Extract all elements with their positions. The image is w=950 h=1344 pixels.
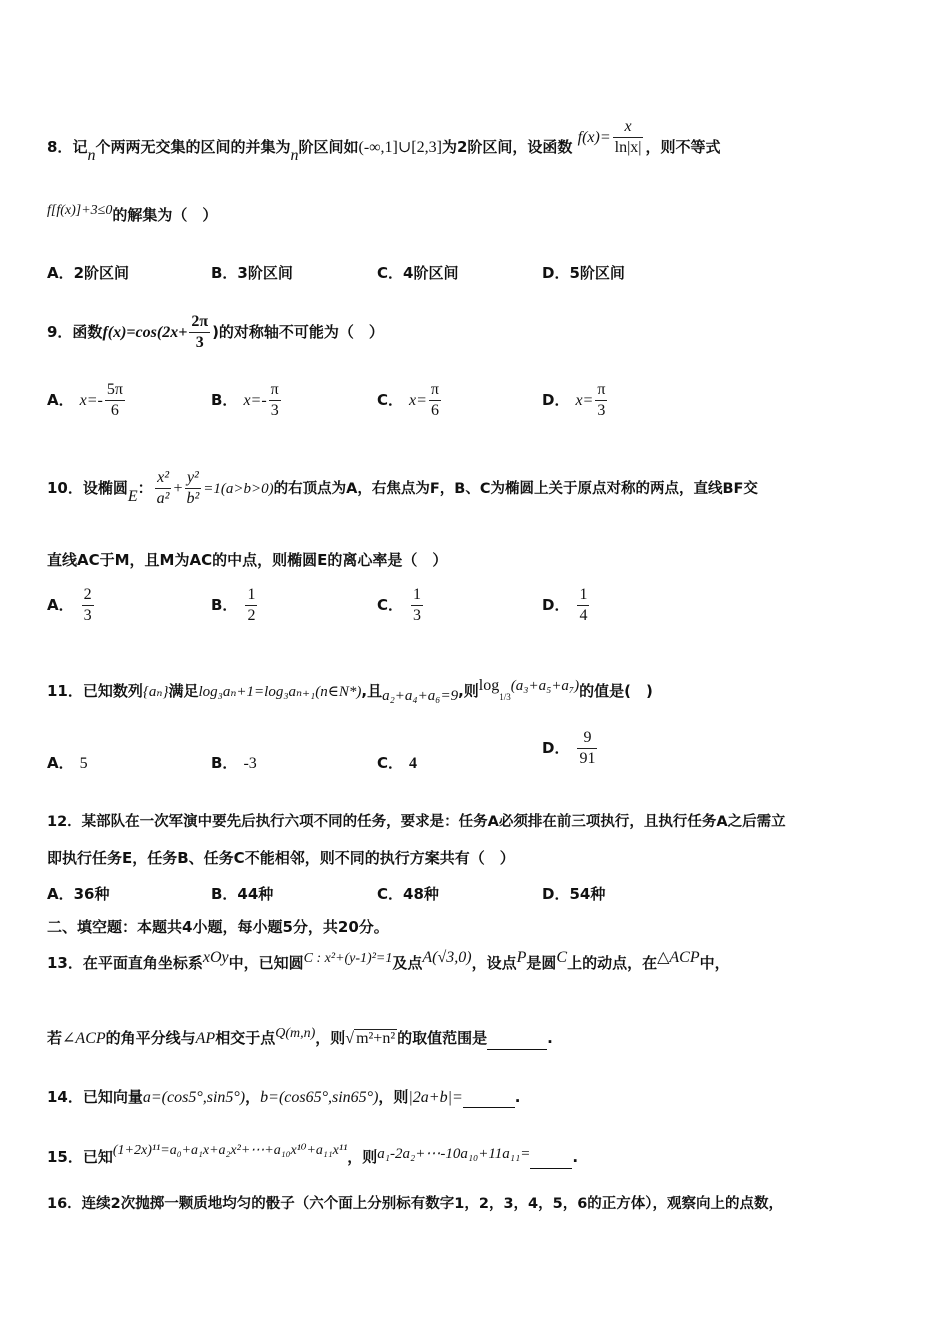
q8-func-lhs: f(x)=	[577, 129, 611, 146]
option-value: -3	[243, 755, 257, 772]
option-frac	[411, 585, 423, 626]
option-den: 4	[579, 607, 588, 624]
q11-text: ,则	[458, 682, 479, 700]
option-lhs: x=-	[243, 392, 267, 409]
option-value: 4	[409, 755, 418, 772]
option-frac	[82, 585, 94, 626]
q11-log: log	[478, 677, 500, 694]
q15-text: .	[572, 1148, 579, 1166]
option-frac	[269, 380, 281, 421]
q12-line1: 12．某部队在一次军演中要先后执行六项不同的任务，要求是：任务A必须排在前三项执行，且执行任务A之后需立	[47, 814, 786, 830]
q13-point: A(√3,0)	[422, 949, 472, 966]
q12-option-c[interactable]: C．48种	[377, 885, 439, 903]
q13-text: 的取值范围是	[397, 1029, 488, 1047]
option-label: D．	[542, 596, 570, 614]
q11-text: 满足	[168, 682, 199, 700]
q11-text: 的值是( )	[579, 682, 653, 700]
option-label: A．	[47, 596, 74, 614]
q10-option-c[interactable]	[377, 585, 425, 626]
q8-number: 8．	[47, 138, 73, 156]
q13-c: C	[556, 949, 568, 966]
q10-num: x²	[155, 468, 172, 489]
q11-line	[47, 677, 653, 707]
q8-interval-example: (-∞,1]∪[2,3]	[358, 139, 442, 156]
q14-vector-b: b=(cos65°,sin65°)	[260, 1089, 379, 1106]
option-den: 3	[83, 607, 92, 624]
option-den: 3	[597, 402, 606, 419]
q8-text: 个两两无交集的区间的并集为	[95, 138, 291, 156]
option-num: 1	[577, 585, 589, 606]
q12-option-b[interactable]: B．44种	[211, 885, 274, 903]
q13-text: ，则	[315, 1029, 346, 1047]
q9-frac-den: 3	[195, 334, 204, 351]
q8-inequality: f[f(x)]+3≤0	[47, 203, 113, 218]
q10-text: 的右顶点为A，右焦点为F，B、C为椭圆上关于原点对称的两点，直线BF交	[273, 481, 758, 497]
q10-den: a²	[156, 490, 170, 507]
q11-number: 11．已知数列	[47, 682, 143, 700]
q9-line	[47, 312, 384, 353]
q13-text: 若	[47, 1029, 63, 1047]
q13-coord: xOy	[202, 949, 229, 966]
q10-option-b[interactable]	[211, 585, 259, 626]
option-label: C．	[377, 391, 404, 409]
q11-option-c[interactable]	[377, 752, 417, 773]
q10-option-a[interactable]	[47, 585, 96, 626]
option-label: D．	[542, 391, 570, 409]
q9-text: )的对称轴不可能为（ ）	[212, 323, 384, 341]
q14-text: ，则	[378, 1088, 409, 1106]
q13-text: 中，已知圆	[228, 954, 304, 972]
q10-line2: 直线AC于M，且M为AC的中点，则椭圆E的离心率是（ ）	[47, 551, 448, 569]
q8-option-d[interactable]: D．5阶区间	[542, 264, 625, 282]
q8-option-a[interactable]: A．2阶区间	[47, 264, 130, 282]
q14-line	[47, 1087, 521, 1108]
q8-text: ，则不等式	[645, 138, 721, 156]
option-frac	[577, 728, 597, 769]
q10-frac-x	[155, 468, 172, 509]
option-label: A．	[47, 754, 74, 772]
option-frac	[429, 380, 441, 421]
q15-answer-blank[interactable]	[530, 1168, 572, 1169]
option-lhs: x=	[409, 392, 427, 409]
q14-expr: |2a+b|=	[408, 1089, 463, 1106]
option-num: π	[595, 380, 607, 401]
q9-number: 9．函数	[47, 323, 103, 341]
q13-answer-blank[interactable]	[487, 1049, 547, 1050]
q15-line	[47, 1143, 579, 1169]
q14-vector-a: a=(cos5°,sin5°)	[142, 1089, 246, 1106]
q8-line2	[47, 205, 217, 227]
q8-option-b[interactable]: B．3阶区间	[211, 264, 293, 282]
q13-angle: ∠ACP	[62, 1030, 106, 1047]
q13-number: 13．在平面直角坐标系	[47, 954, 203, 972]
q11-option-b[interactable]	[211, 752, 257, 773]
q13-text: 是圆	[526, 954, 557, 972]
q13-line2	[47, 1028, 553, 1050]
q8-line1	[47, 118, 721, 168]
section-heading: 二、填空题：本题共4小题，每小题5分，共20分。	[47, 918, 389, 936]
q8-n: n	[290, 147, 299, 164]
q8-func-den: ln|x|	[614, 139, 642, 156]
q14-text: ，	[245, 1088, 261, 1106]
option-label: B．	[211, 391, 238, 409]
q9-option-b[interactable]	[211, 380, 283, 421]
option-label: C．	[377, 596, 404, 614]
q13-circle: C : x²+(y-1)²=1	[303, 951, 393, 966]
q11-seq: {aₙ}	[142, 684, 169, 700]
q15-expr: a₁-2a₂+⋯-10a₁₀+11a₁₁=	[377, 1146, 531, 1162]
q10-line1: 10．设椭圆E： $\frac{\text{x²}}{\text{a²}}$ + $\frac{\text{y²}}{\text{b²}}$ =1(a>b>0)的右顶点为A，右焦点为F，B、C为椭圆上关于原点对称的两点，直线BF交	[47, 469, 758, 507]
option-num: 2	[82, 585, 94, 606]
q9-frac	[189, 312, 210, 353]
option-label: A．	[47, 391, 74, 409]
option-frac	[245, 585, 257, 626]
q8-text: 记	[72, 138, 88, 156]
q8-option-c[interactable]: C．4阶区间	[377, 264, 459, 282]
q13-line1	[47, 949, 730, 975]
q13-sqrt: m²+n²	[356, 1030, 396, 1047]
q13-text: 上的动点，在	[567, 954, 658, 972]
q9-func: f(x)=cos(2x+	[102, 324, 188, 341]
q14-answer-blank[interactable]	[463, 1107, 515, 1108]
option-num: 1	[245, 585, 257, 606]
q10-frac-y	[185, 468, 202, 509]
q11-log-base: 1/3	[499, 692, 511, 702]
q11-sum: a₂+a₄+a₆=9	[382, 688, 459, 704]
option-lhs: x=-	[79, 392, 103, 409]
q12-line2: 即执行任务E，任务B、任务C不能相邻，则不同的执行方案共有（ ）	[47, 849, 515, 867]
option-num: 1	[411, 585, 423, 606]
q13-sqrt-sign: √	[345, 1030, 355, 1047]
option-label: C．	[377, 754, 404, 772]
option-lhs: x=	[575, 392, 594, 409]
option-num: 9	[577, 728, 597, 749]
q11-text: ,且	[361, 682, 383, 700]
option-label: B．	[211, 596, 238, 614]
q10-eq-rest: =1(a>b>0)	[203, 481, 274, 497]
q11-relation: log₃aₙ+1=log₃aₙ₊₁(n∈N*)	[198, 684, 362, 700]
q15-text: ，则	[347, 1148, 378, 1166]
option-den: 91	[579, 750, 596, 767]
q10-option-d[interactable]	[542, 585, 591, 626]
option-num: 5π	[105, 380, 125, 401]
q8-func-frac	[613, 117, 644, 158]
q13-text: 相交于点	[215, 1029, 276, 1047]
q10-num: y²	[185, 468, 202, 489]
option-label: D．	[542, 739, 570, 757]
q8-func-num: x	[613, 117, 644, 138]
q13-text: 的角平分线与	[105, 1029, 196, 1047]
option-den: 3	[270, 402, 279, 419]
option-den: 6	[110, 402, 119, 419]
q13-text: ，设点	[471, 954, 517, 972]
q15-number: 15．已知	[47, 1148, 113, 1166]
option-den: 6	[430, 402, 439, 419]
option-label: B．	[211, 754, 238, 772]
q9-option-d[interactable]	[542, 380, 609, 421]
option-den: 3	[413, 607, 422, 624]
q13-text: 及点	[392, 954, 423, 972]
q13-p: P	[516, 949, 527, 966]
q11-option-a[interactable]	[47, 752, 88, 773]
q12-option-a[interactable]: A．36种	[47, 885, 110, 903]
q13-triangle: △ACP	[657, 949, 700, 966]
option-num: π	[429, 380, 441, 401]
option-frac	[595, 380, 607, 421]
q14-text: .	[514, 1088, 521, 1106]
q11-log-arg: (a₃+a₅+a₇)	[510, 678, 580, 694]
q16-line1: 16．连续2次抛掷一颗质地均匀的骰子（六个面上分别标有数字1，2，3，4，5，6的正方体），观察向上的点数，	[47, 1196, 784, 1212]
q9-frac-num: 2π	[189, 312, 210, 333]
q10-ellipse-name: E	[127, 488, 138, 505]
q12-option-d[interactable]: D．54种	[542, 885, 606, 903]
q10-colon: ：	[137, 479, 153, 497]
q13-text: .	[547, 1029, 553, 1047]
q8-text: 阶区间如	[298, 138, 359, 156]
q13-ap: AP	[195, 1030, 216, 1047]
option-frac	[105, 380, 125, 421]
q10-number: 10．设椭圆	[47, 479, 128, 497]
q10-den: b²	[186, 490, 200, 507]
q9-option-c[interactable]	[377, 380, 443, 421]
q9-option-a[interactable]	[47, 380, 127, 421]
option-den: 2	[247, 607, 256, 624]
q8-text: 为2阶区间，设函数	[441, 138, 573, 156]
option-value: 5	[79, 755, 88, 772]
option-num: π	[269, 380, 281, 401]
q13-q: Q(m,n)	[275, 1026, 316, 1041]
q13-text: 中，	[699, 954, 730, 972]
q8-n: n	[87, 147, 96, 164]
q15-expansion: (1+2x)¹¹=a₀+a₁x+a₂x²+⋯+a₁₀x¹⁰+a₁₁x¹¹	[112, 1143, 348, 1158]
option-frac	[577, 585, 589, 626]
q11-option-d[interactable]	[542, 728, 599, 769]
q14-number: 14．已知向量	[47, 1088, 143, 1106]
q8-text: 的解集为（ ）	[112, 206, 218, 224]
